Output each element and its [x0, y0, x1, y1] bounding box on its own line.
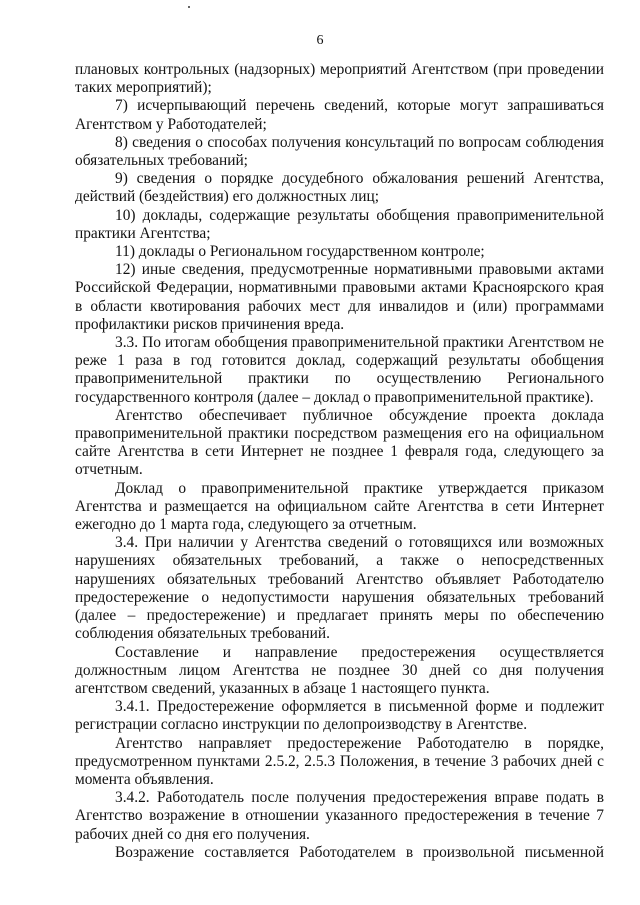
- paragraph-public-discussion: Агентство обеспечивает публичное обсуждение проекта доклада правоприменительной практики посредством размещения его на официальном сайте Агентства в сети Интернет не позднее 1 февраля года, следующего за отчетным.: [75, 406, 604, 479]
- scan-speck: [188, 6, 190, 8]
- list-item-9: 9) сведения о порядке досудебного обжалования решений Агентства, действий (бездействия) его должностных лиц;: [75, 170, 604, 206]
- page-number: 6: [316, 33, 324, 48]
- paragraph-continuation: плановых контрольных (надзорных) мероприятий Агентством (при проведении таких мероприятий);: [75, 61, 604, 97]
- section-3-4-2: 3.4.2. Работодатель после получения предостережения вправе подать в Агентство возражение в отношении указанного предостережения в течение 7 рабочих дней со дня его получения.: [75, 789, 604, 843]
- paragraph-report-approval: Доклад о правоприменительной практике утверждается приказом Агентства и размещается на официальном сайте Агентства в сети Интернет ежегодно до 1 марта года, следующего за отчетным.: [75, 479, 604, 534]
- paragraph-objection: Возражение составляется Работодателем в произвольной письменной: [115, 843, 604, 861]
- list-item-7: 7) исчерпывающий перечень сведений, которые могут запрашиваться Агентством у Работодателей;: [75, 97, 604, 133]
- list-item-10: 10) доклады, содержащие результаты обобщения правоприменительной практики Агентства;: [75, 206, 604, 242]
- section-3-3: 3.3. По итогам обобщения правоприменительной практики Агентством не реже 1 раза в год готовится доклад, содержащий результаты обобщения правоприменительной практики по осуществлению Регионального государственного контроля (далее – доклад о правоприменительной практике).: [75, 334, 604, 406]
- paragraph-warning-delivery: Агентство направляет предостережение Работодателю в порядке, предусмотренном пунктами 2.5.2, 2.5.3 Положения, в течение 3 рабочих дней с момента объявления.: [75, 734, 604, 788]
- document-body: [75, 61, 604, 862]
- list-item-8: 8) сведения о способах получения консультаций по вопросам соблюдения обязательных требований;: [75, 133, 604, 170]
- paragraph-warning-issuance: Составление и направление предостережения осуществляется должностным лицом Агентства не позднее 30 дней со дня получения агентством сведений, указанных в абзаце 1 настоящего пункта.: [75, 643, 604, 697]
- list-item-12: 12) иные сведения, предусмотренные нормативными правовыми актами Российской Федерации, нормативными правовыми актами Красноярского края в области квотирования рабочих мест для инвалидов и (или) программами профилактики рисков причинения вреда.: [75, 261, 604, 333]
- list-item-11: 11) доклады о Региональном государственном контроле;: [115, 243, 485, 261]
- section-3-4: 3.4. При наличии у Агентства сведений о готовящихся или возможных нарушениях обязательных требований, а также о непосредственных нарушениях обязательных требований Агентство объявляет Работодателю предостережение о недопустимости нарушения обязательных требований (далее – предостережение) и предлагает принять меры по обеспечению соблюдения обязательных требований.: [75, 534, 604, 643]
- section-3-4-1: 3.4.1. Предостережение оформляется в письменной форме и подлежит регистрации согласно инструкции по делопроизводству в Агентстве.: [75, 698, 604, 734]
